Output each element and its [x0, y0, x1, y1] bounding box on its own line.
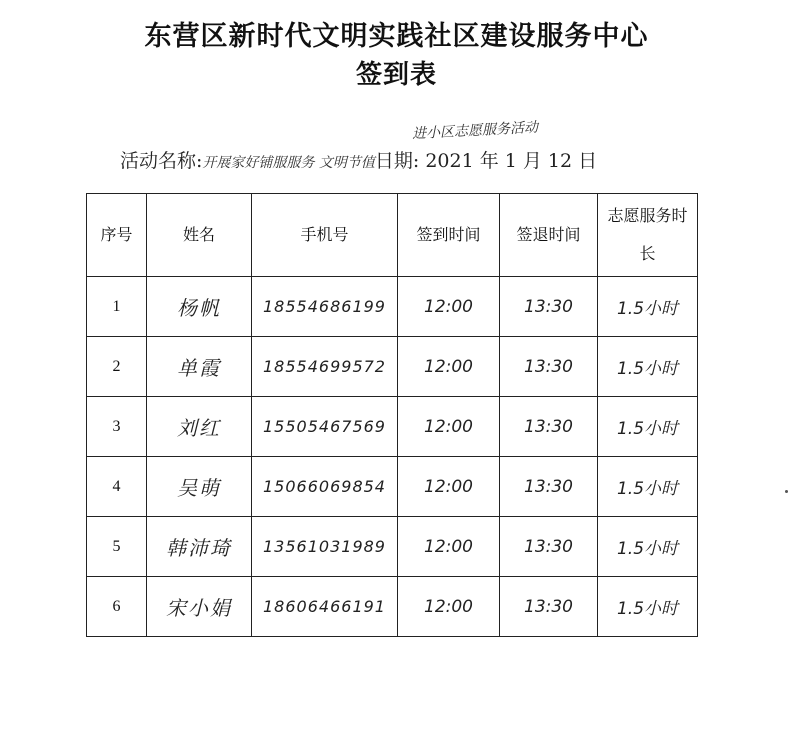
cell-name: 杨帆 — [147, 277, 252, 337]
cell-seq: 4 — [87, 457, 147, 517]
cell-duration: 1.5小时 — [598, 337, 698, 397]
table-row — [87, 337, 698, 397]
cell-duration: 1.5小时 — [598, 517, 698, 577]
cell-seq: 2 — [87, 337, 147, 397]
cell-seq: 6 — [87, 577, 147, 637]
header-seq: 序号 — [87, 194, 147, 277]
table-row — [87, 277, 698, 337]
cell-sign-out: 13:30 — [500, 277, 598, 337]
cell-sign-in: 12:00 — [398, 517, 500, 577]
date-label: 日期: — [374, 150, 420, 172]
cell-name: 刘红 — [147, 397, 252, 457]
table-row — [87, 457, 698, 517]
table-row — [87, 517, 698, 577]
sign-in-table — [86, 193, 698, 637]
cell-sign-out: 13:30 — [500, 517, 598, 577]
cell-seq: 5 — [87, 517, 147, 577]
cell-duration: 1.5小时 — [598, 277, 698, 337]
cell-seq: 3 — [87, 397, 147, 457]
table-row — [87, 577, 698, 637]
cell-phone: 13561031989 — [252, 517, 398, 577]
document-title: 东营区新时代文明实践社区建设服务中心 — [144, 21, 649, 52]
header-sign-out-time: 签退时间 — [500, 194, 598, 277]
header-phone: 手机号 — [252, 194, 398, 277]
cell-sign-in: 12:00 — [398, 577, 500, 637]
cell-phone: 15066069854 — [252, 457, 398, 517]
cell-sign-out: 13:30 — [500, 457, 598, 517]
table-header-row — [87, 194, 698, 277]
header-name: 姓名 — [147, 194, 252, 277]
cell-sign-in: 12:00 — [398, 337, 500, 397]
scan-speck — [785, 490, 788, 493]
activity-name-label: 活动名称: — [120, 150, 203, 172]
cell-sign-out: 13:30 — [500, 397, 598, 457]
activity-name-value: 开展家好铺服服务 文明节值 — [202, 155, 375, 171]
cell-name: 吴萌 — [147, 457, 252, 517]
cell-sign-out: 13:30 — [500, 337, 598, 397]
activity-line — [120, 146, 597, 173]
cell-name: 韩沛琦 — [147, 517, 252, 577]
cell-sign-out: 13:30 — [500, 577, 598, 637]
document-subtitle: 签到表 — [355, 60, 437, 90]
table-row — [87, 397, 698, 457]
cell-sign-in: 12:00 — [398, 397, 500, 457]
cell-duration: 1.5小时 — [598, 457, 698, 517]
handwritten-activity-note: 进小区志愿服务活动 — [411, 119, 539, 143]
cell-sign-in: 12:00 — [398, 277, 500, 337]
cell-name: 宋小娟 — [147, 577, 252, 637]
cell-duration: 1.5小时 — [598, 397, 698, 457]
cell-name: 单霞 — [147, 337, 252, 397]
header-sign-in-time: 签到时间 — [398, 194, 500, 277]
cell-phone: 18554699572 — [252, 337, 398, 397]
cell-phone: 18554686199 — [252, 277, 398, 337]
cell-seq: 1 — [87, 277, 147, 337]
date-value: 2021 年 1 月 12 日 — [425, 150, 598, 172]
cell-sign-in: 12:00 — [398, 457, 500, 517]
header-service-duration: 志愿服务时长 — [598, 194, 698, 277]
cell-phone: 18606466191 — [252, 577, 398, 637]
cell-duration: 1.5小时 — [598, 577, 698, 637]
cell-phone: 15505467569 — [252, 397, 398, 457]
